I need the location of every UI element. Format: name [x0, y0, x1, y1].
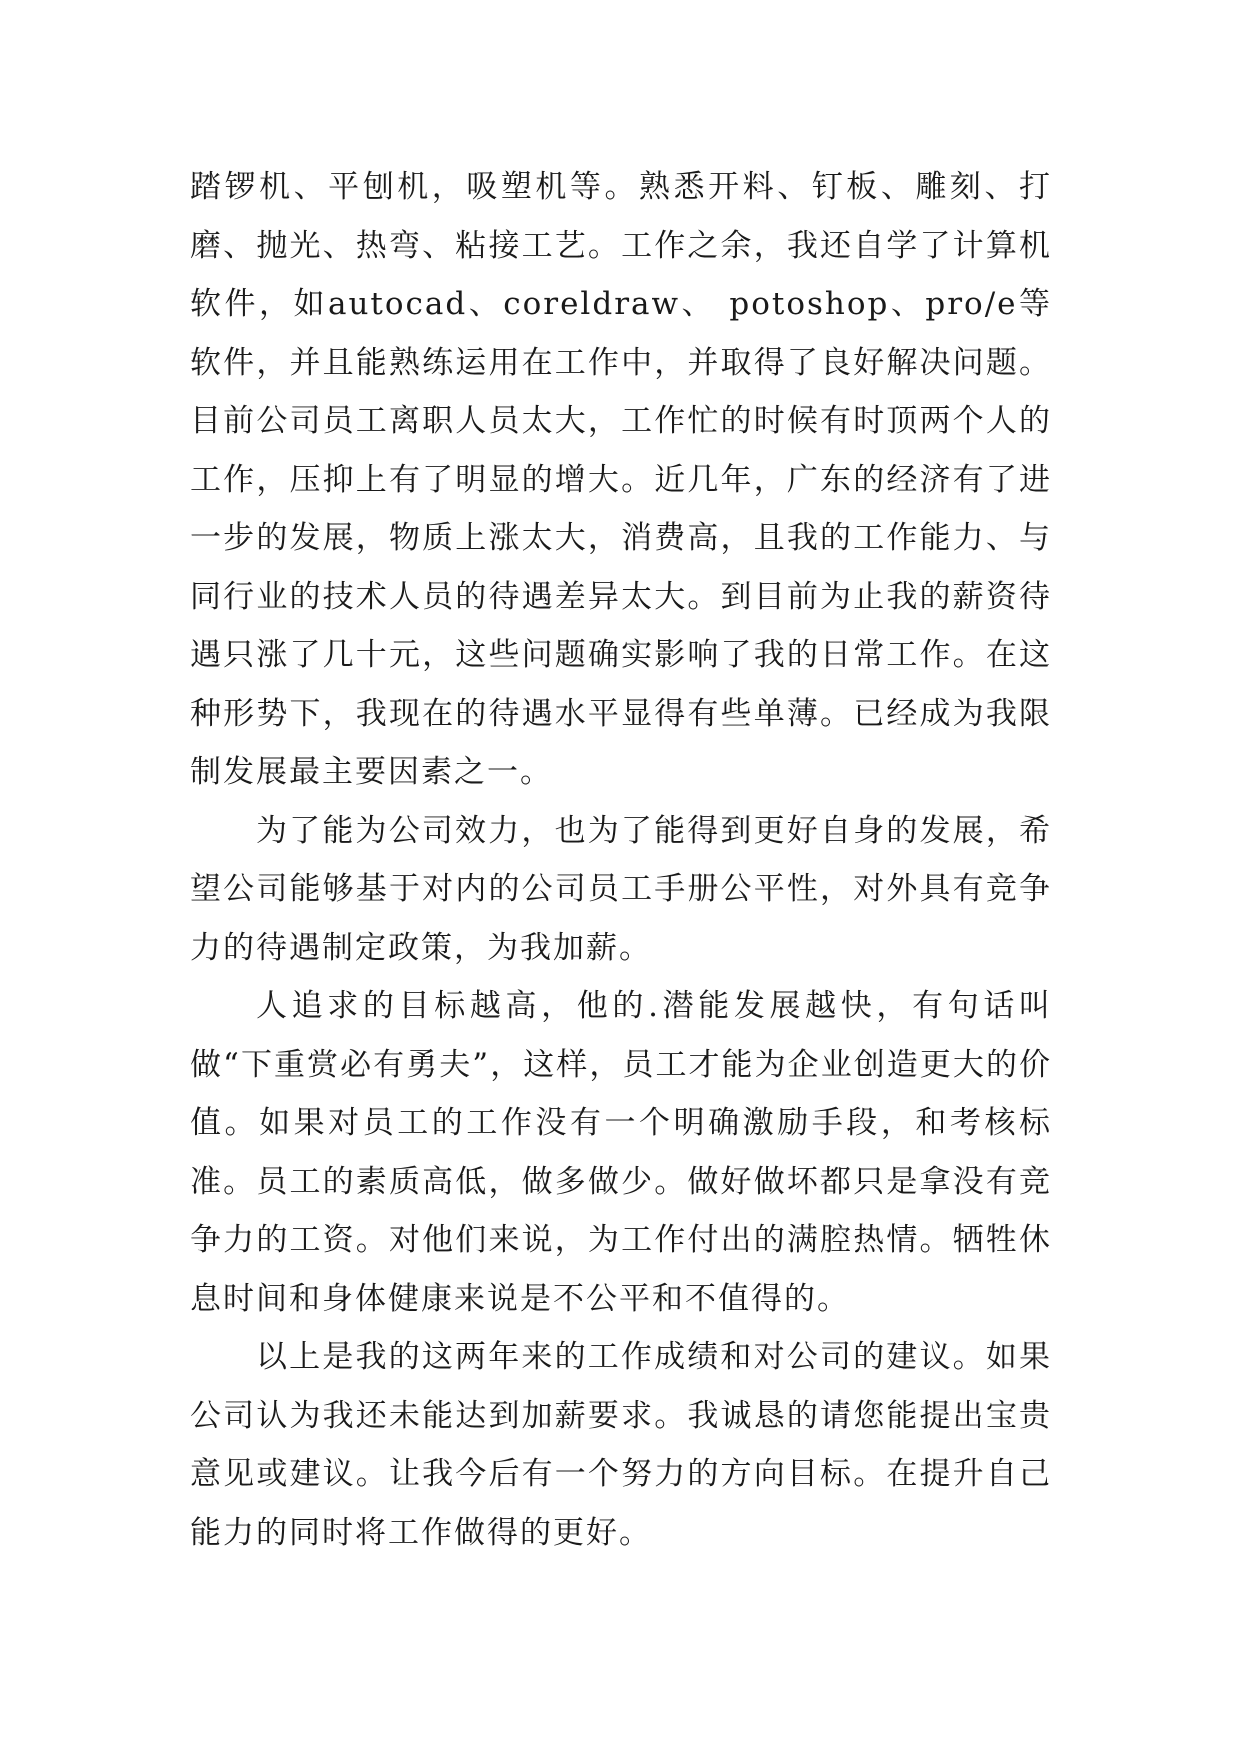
paragraph-4: 以上是我的这两年来的工作成绩和对公司的建议。如果公司认为我还未能达到加薪要求。我诚恳的请您能提出宝贵意见或建议。让我今后有一个努力的方向目标。在提升自己能力的同时将工作做得的更好。 — [190, 1339, 1052, 1551]
paragraph-1: 踏锣机、平刨机，吸塑机等。熟悉开料、钉板、雕刻、打磨、抛光、热弯、粘接工艺。工作之余，我还自学了计算机软件，如autocad、coreldraw、 potoshop、pro/e等软件，并且能熟练运用在工作中，并取得了良好解决问题。目前公司员工离职人员太大，工作忙的时候有时顶两个人的工作，压抑上有了明显的增大。近几年，广东的经济有了进一步的发展，物质上涨太大，消费高，且我的工作能力、与同行业的技术人员的待遇差异太大。到目前为止我的薪资待遇只涨了几十元，这些问题确实影响了我的日常工作。在这种形势下，我现在的待遇水平显得有些单薄。已经成为我限制发展最主要因素之一。 — [190, 169, 1052, 790]
document-body — [190, 158, 1052, 1562]
paragraph-2: 为了能为公司效力，也为了能得到更好自身的发展，希望公司能够基于对内的公司员工手册公平性，对外具有竞争力的待遇制定政策，为我加薪。 — [190, 812, 1052, 966]
paragraph-3: 人追求的目标越高，他的.潜能发展越快，有句话叫做“下重赏必有勇夫”，这样，员工才能为企业创造更大的价值。如果对员工的工作没有一个明确激励手段，和考核标准。员工的素质高低，做多做少。做好做坏都只是拿没有竞争力的工资。对他们来说，为工作付出的满腔热情。牺牲休息时间和身体健康来说是不公平和不值得的。 — [190, 988, 1052, 1317]
